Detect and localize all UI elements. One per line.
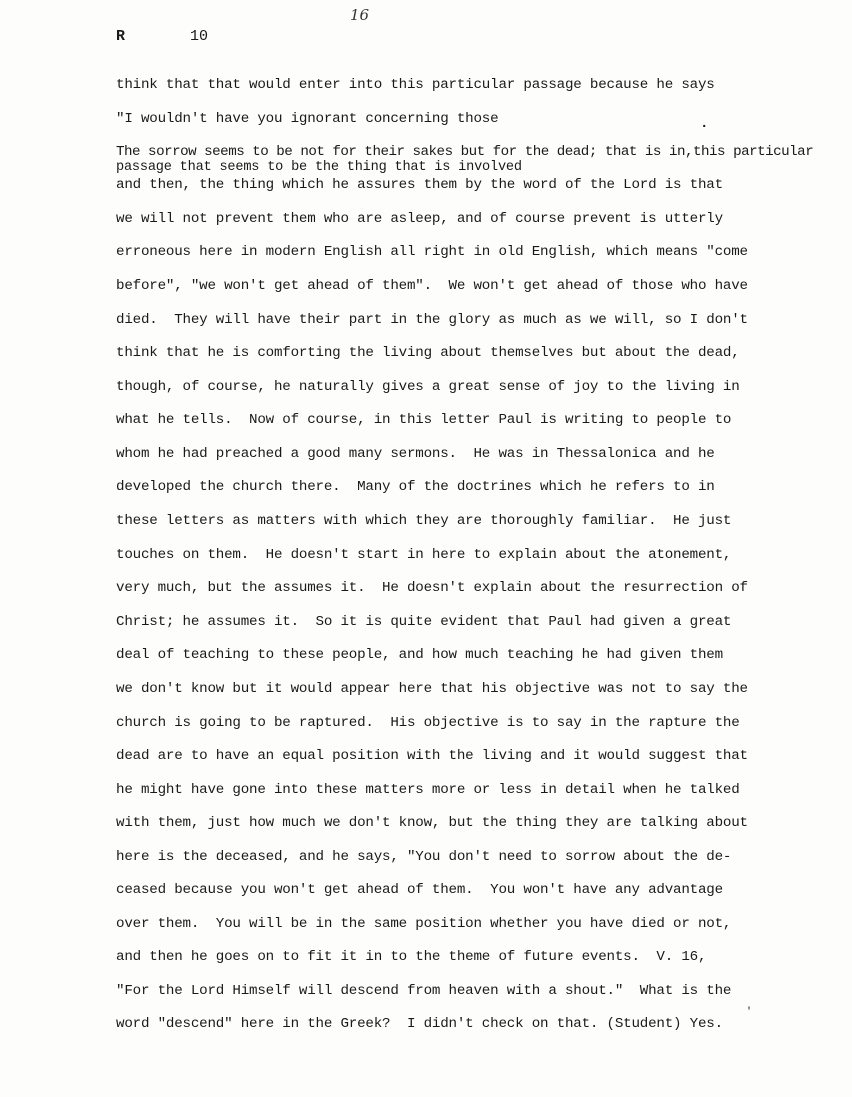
text-line: died. They will have their part in the glory as much as we will, so I don't — [116, 312, 748, 328]
text-line: dead are to have an equal position with the living and it would suggest that — [116, 748, 748, 764]
text-line: whom he had preached a good many sermons. He was in Thessalonica and he — [116, 446, 715, 462]
text-line: church is going to be raptured. His objective is to say in the rapture the — [116, 715, 740, 731]
text-line: these letters as matters with which they are thoroughly familiar. He just — [116, 513, 732, 529]
text-line: over them. You will be in the same position whether you have died or not, — [116, 916, 732, 932]
text-line: we don't know but it would appear here that his objective was not to say the — [116, 681, 748, 697]
stray-dot: . — [700, 116, 709, 132]
text-line: "For the Lord Himself will descend from heaven with a shout." What is the — [116, 983, 732, 999]
text-line: what he tells. Now of course, in this letter Paul is writing to people to — [116, 412, 732, 428]
text-line: though, of course, he naturally gives a great sense of joy to the living in — [116, 379, 740, 395]
page-number: 16 — [350, 6, 370, 24]
text-line: The sorrow seems to be not for their sakes but for the dead; that is in,this particular — [116, 144, 814, 160]
text-line: think that he is comforting the living about themselves but about the dead, — [116, 345, 740, 361]
text-line: and then he goes on to fit it in to the theme of future events. V. 16, — [116, 949, 707, 965]
text-line: here is the deceased, and he says, "You don't need to sorrow about the de- — [116, 849, 732, 865]
text-line: word "descend" here in the Greek? I didn't check on that. (Student) Yes. — [116, 1016, 723, 1032]
text-line: erroneous here in modern English all right in old English, which means "come — [116, 244, 748, 260]
text-line: with them, just how much we don't know, but the thing they are talking about — [116, 815, 748, 831]
text-line: very much, but the assumes it. He doesn't explain about the resurrection of — [116, 580, 748, 596]
text-line: "I wouldn't have you ignorant concerning those — [116, 111, 499, 127]
text-line: and then, the thing which he assures them by the word of the Lord is that — [116, 177, 723, 193]
text-line: developed the church there. Many of the doctrines which he refers to in — [116, 479, 715, 495]
text-line: we will not prevent them who are asleep, and of course prevent is utterly — [116, 211, 723, 227]
header-letter: R — [116, 28, 126, 45]
text-line: ceased because you won't get ahead of them. You won't have any advantage — [116, 882, 723, 898]
stray-mark: ' — [746, 1007, 753, 1018]
text-line: touches on them. He doesn't start in here to explain about the atonement, — [116, 547, 732, 563]
text-line-inserted: passage that seems to be the thing that is involved — [116, 160, 522, 175]
text-line: Christ; he assumes it. So it is quite evident that Paul had given a great — [116, 614, 732, 630]
header-section-number: 10 — [190, 28, 209, 45]
text-line: before", "we won't get ahead of them". We won't get ahead of those who have — [116, 278, 748, 294]
text-line: he might have gone into these matters more or less in detail when he talked — [116, 782, 740, 798]
text-line: think that that would enter into this particular passage because he says — [116, 77, 715, 93]
text-line: deal of teaching to these people, and how much teaching he had given them — [116, 647, 723, 663]
